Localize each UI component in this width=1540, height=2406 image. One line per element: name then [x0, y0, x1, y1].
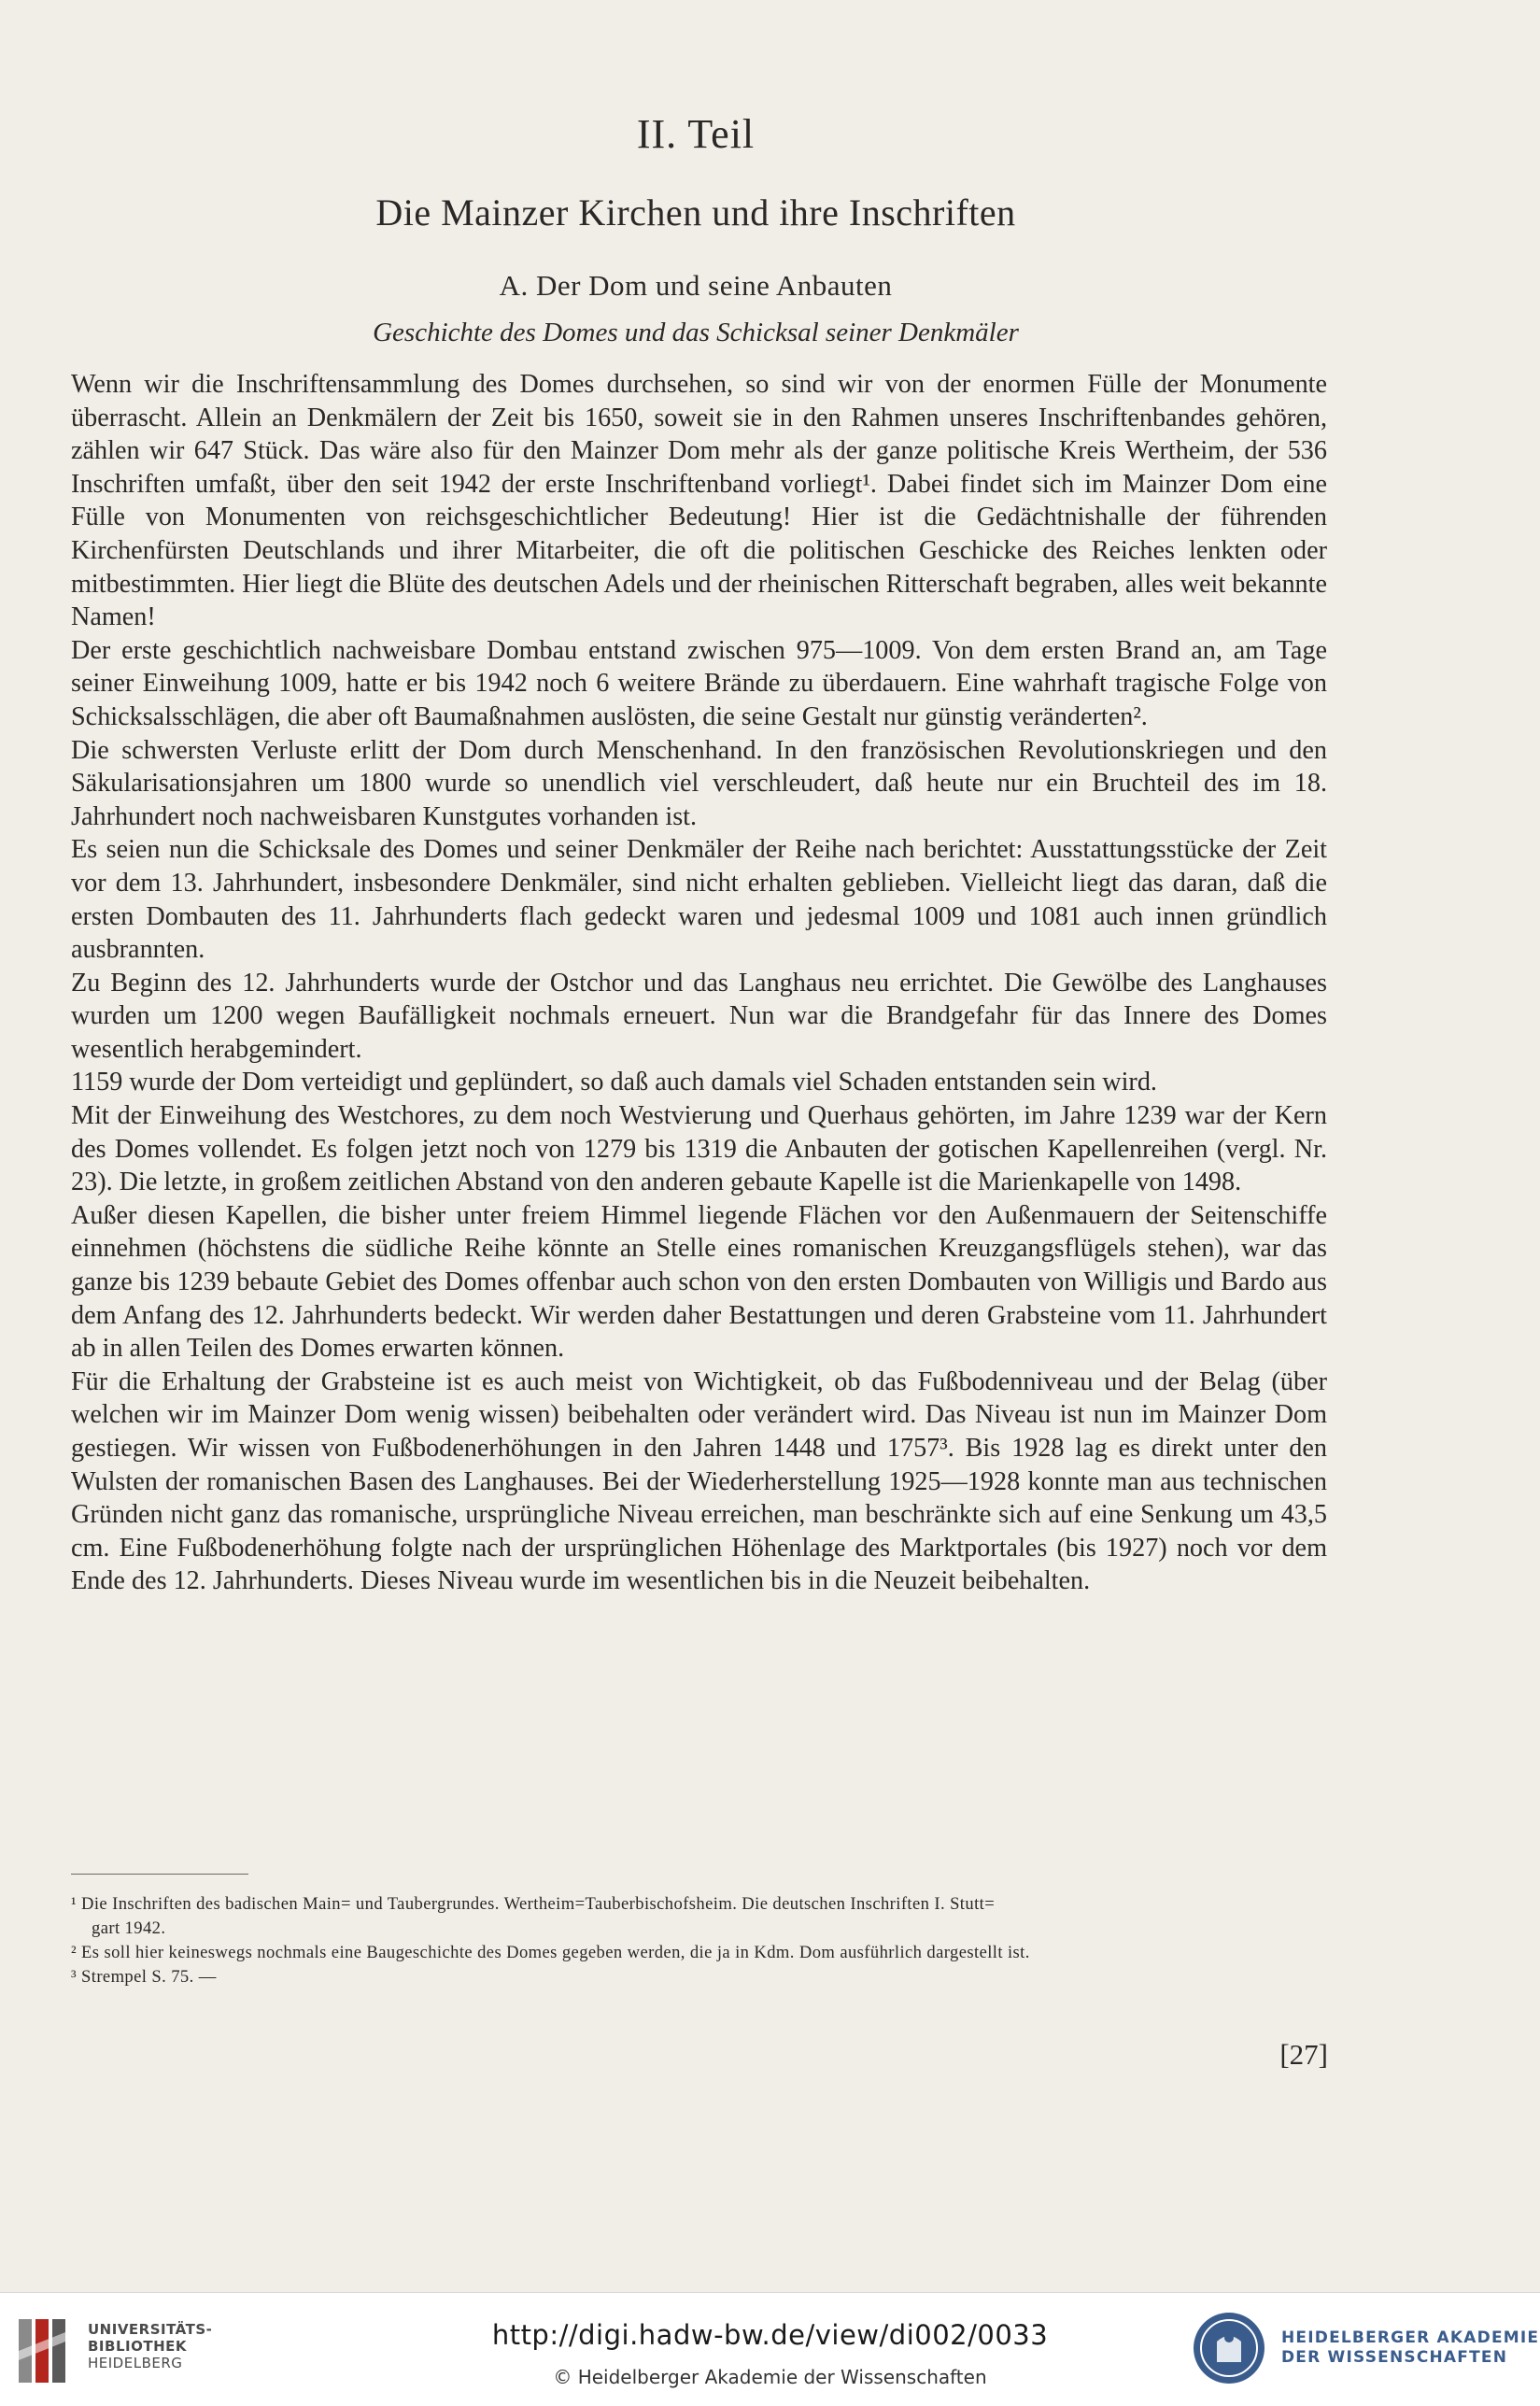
paragraph: Es seien nun die Schicksale des Domes und seiner Denkmäler der Reihe nach berichtet: Ausstattungsstücke der Zeit vor dem 13. Jahrhundert, insbesondere Denkmäler, sind nicht erhalten geblieben. Vielleicht liegt das daran, daß die ersten Dombauten des 11. Jahrhunderts flach gedeckt waren und jedesmal 1009 und 1081 auch innen gründlich ausbrannten. [71, 835, 1327, 965]
paragraph: Die schwersten Verluste erlitt der Dom durch Menschenhand. In den französischen Revolutionskriegen und den Säkularisationsjahren um 1800 wurde so unendlich viel verschleudert, daß heute nur ein Bruchteil des im 18. Jahrhundert noch nachweisbaren Kunstgutes vorhanden ist. [71, 735, 1327, 831]
page-number: [27] [1279, 2038, 1328, 2071]
chapter-title: Die Mainzer Kirchen und ihre Inschriften [375, 191, 1016, 234]
paragraph: Wenn wir die Inschriftensammlung des Domes durchsehen, so sind wir von der enormen Fülle der Monumente überrascht. Allein an Denkmälern der Zeit bis 1650, soweit sie in den Rahmen unseres Inschriftenbandes gehören, zählen wir 647 Stück. Das wäre also für den Mainzer Dom mehr als der ganze politische Kreis Wertheim, der 536 Inschriften umfaßt, über den seit 1942 der erste Inschriftenband vorliegt¹. Dabei findet sich im Mainzer Dom eine Fülle von Monumenten von reichsgeschichtlicher Bedeutung! Hier ist die Gedächtnishalle der führenden Kirchenfürsten Deutschlands und ihrer Mitarbeiter, die oft die politischen Geschicke des Reiches lenkten oder mitbestimmten. Hier liegt die Blüte des deutschen Adels und der rheinischen Ritterschaft begraben, alles weit bekannte Namen! [71, 370, 1327, 632]
subsection-heading: Geschichte des Domes und das Schicksal seiner Denkmäler [373, 318, 1019, 347]
paragraph: Zu Beginn des 12. Jahrhunderts wurde der Ostchor und das Langhaus neu errichtet. Die Gewölbe des Langhauses wurden um 1200 wegen Baufälligkeit nochmals erneuert. Nun war die Brandgefahr für das Innere des Domes wesentlich herabgemindert. [71, 968, 1327, 1064]
paragraph: Für die Erhaltung der Grabsteine ist es auch meist von Wichtigkeit, ob das Fußbodenniveau und der Belag (über welchen wir im Mainzer Dom wenig wissen) beibehalten oder verändert wird. Das Niveau ist nun im Mainzer Dom gestiegen. Wir wissen von Fußbodenerhöhungen in den Jahren 1448 und 1757³. Bis 1928 lag es direkt unter den Wulsten der romanischen Basen des Langhauses. Bei der Wiederherstellung 1925—1928 konnte man aus technischen Gründen nicht ganz das romanische, ursprüngliche Niveau erreichen, man beschränkte sich auf eine Senkung um 43,5 cm. Eine Fußbodenerhöhung folgte nach der ursprünglichen Höhenlage des Marktportales (bis 1927) noch vor dem Ende des 12. Jahrhunderts. Dieses Niveau wurde im wesentlichen bis in die Neuzeit beibehalten. [71, 1366, 1327, 1596]
library-name-line: UNIVERSITÄTS- [88, 2321, 213, 2338]
footnotes [71, 1892, 1327, 1989]
copyright-notice: © Heidelberger Akademie der Wissenschaften [553, 2366, 987, 2388]
section-heading: A. Der Dom und seine Anbauten [499, 269, 893, 302]
paragraph: Der erste geschichtlich nachweisbare Dombau entstand zwischen 975—1009. Von dem ersten Brand an, am Tage seiner Einweihung 1009, hatte er bis 1942 noch 6 weitere Brände zu überdauern. Eine wahrhaft tragische Folge von Schicksalsschlägen, die aber oft Baumaßnahmen auslösten, die seine Gestalt nur günstig veränderten². [71, 635, 1327, 731]
permalink-url[interactable]: http://digi.hadw-bw.de/view/di002/0033 [491, 2319, 1049, 2351]
paragraph: Mit der Einweihung des Westchores, zu dem noch Westvierung und Querhaus gehörten, im Jahre 1239 war der Kern des Domes vollendet. Es folgen jetzt noch von 1279 bis 1319 die Anbauten der gotischen Kapellenreihen (vergl. Nr. 23). Die letzte, in großem zeitlichen Abstand von den anderen gebaute Kapelle ist die Marienkapelle von 1498. [71, 1101, 1327, 1197]
footnote: ² Es soll hier keineswegs nochmals eine Baugeschichte des Domes gegeben werden, die ja in Kdm. Dom ausführlich dargestellt ist. [71, 1943, 1030, 1962]
academy-seal-icon[interactable] [1191, 2310, 1267, 2386]
footnote: ¹ Die Inschriften des badischen Main= und Taubergrundes. Wertheim=Tauberbischofsheim. Die deutschen Inschriften I. Stutt= [71, 1894, 996, 1914]
footnote-divider [71, 1874, 248, 1875]
academy-name-line: DER WISSENSCHAFTEN [1281, 2348, 1508, 2367]
digitization-footer [0, 2292, 1540, 2406]
footnote-continuation: gart 1942. [92, 1918, 166, 1938]
library-name-line: BIBLIOTHEK [88, 2338, 187, 2355]
footnote: ³ Strempel S. 75. — [71, 1967, 217, 1987]
body-text [71, 368, 1327, 1598]
paragraph: Außer diesen Kapellen, die bisher unter freiem Himmel liegende Flächen vor den Außenmauern der Seitenschiffe einnehmen (höchstens die südliche Reihe könnte an Stelle eines romanischen Kreuzgangsflügels stehen), war das ganze bis 1239 bebaute Gebiet des Domes offenbar auch schon von den ersten Dombauten von Willigis und Bardo aus dem Anfang des 12. Jahrhunderts bedeckt. Wir werden daher Bestattungen und deren Grabsteine vom 11. Jahrhundert ab in allen Teilen des Domes erwarten können. [71, 1200, 1327, 1364]
paragraph: 1159 wurde der Dom verteidigt und geplündert, so daß auch damals viel Schaden entstanden sein wird. [71, 1068, 1157, 1097]
academy-name[interactable] [1281, 2328, 1539, 2368]
library-name-line: HEIDELBERG [88, 2355, 183, 2371]
academy-name-line: HEIDELBERGER AKADEMIE [1281, 2328, 1540, 2347]
part-heading: II. Teil [636, 111, 756, 157]
